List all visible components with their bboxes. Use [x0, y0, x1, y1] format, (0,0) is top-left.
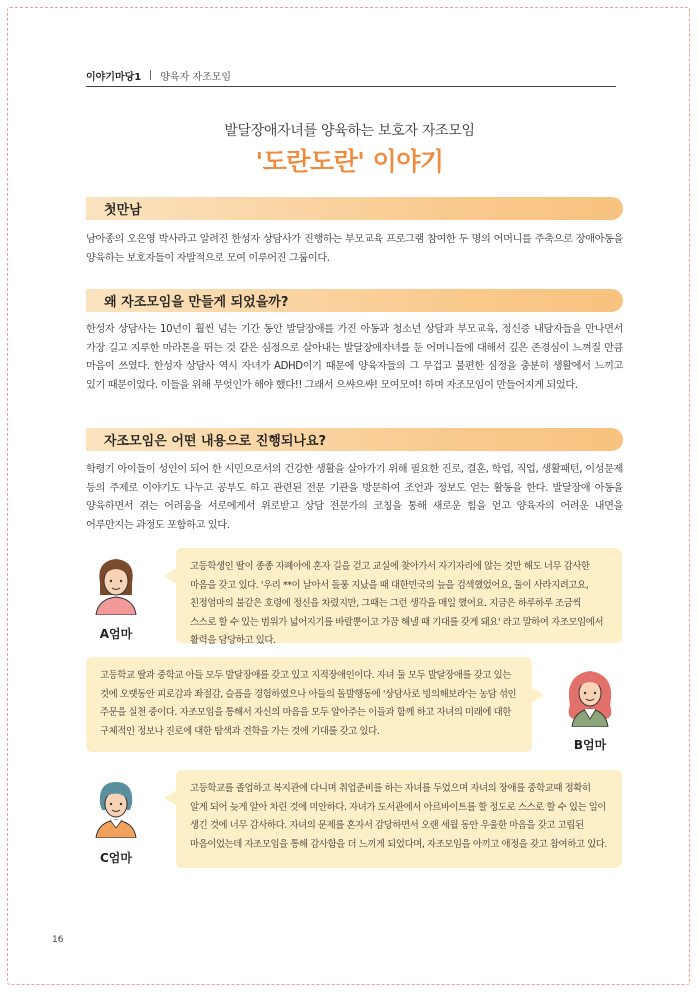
- testimonial-b-bubble: [86, 657, 532, 752]
- running-header: [86, 67, 616, 87]
- testimonial-a-text: 고등학생인 딸이 종종 자폐아에 혼자 길을 걷고 교실에 찾아가서 자기자리에 앉는 것만 해도 너무 감사한 마음을 갖고 있다. '우리 **이 날아서 돌풍 지났을 때 대한민국의 늪을 검색했었어요, 둘이 사라지려고요, 친정엄마의 불같은 호령에 정신을 차렸지만, 그때는 그런 생각을 매일 했어요. 지금은 하루하루 조금씩 스스로 할 수 있는 범위가 넓어지기를 바랄뿐이고 가끔 해낼 때 기대를 갖게 돼요' 라고 말하여 자조모임에서 활력을 담당하고 있다.: [190, 561, 604, 647]
- bubble-tail: [164, 568, 177, 584]
- mother-b-avatar-icon: [560, 665, 620, 727]
- header-subsection: 양육자 자조모임: [160, 71, 232, 83]
- testimonial-c-text: 고등학교를 졸업하고 복지관에 다니며 취업준비를 하는 자녀를 두었으며 자녀의 장애를 중학교때 정확히 알게 되어 늦게 알아 차린 것에 미안하다. 자녀가 도서관에서 아르바이트를 할 정도로 스스로 할 수 있는 일이 생긴 것에 너무 감사하다. 자녀의 문제를 혼자서 감당하면서 오랜 세월 동안 우울한 마음을 갖고 고립된 마음이었는데 자조모임을 통해 감사함을 더 느끼게 되었다며, 자조모임을 아끼고 애정을 갖고 참여하고 있다.: [190, 783, 607, 850]
- section-heading-text: 왜 자조모임을 만들게 되었을까?: [104, 295, 289, 310]
- section-body-why: 한성자 상담사는 10년이 훨씬 넘는 기간 동안 발달장애를 가진 아동과 청소년 상담과 부모교육, 정신증 내담자들을 만나면서 가장 길고 지루한 마라톤을 뛰는 것 같은 심정으로 살아내는 발달장애자녀를 둔 어머니들에 대해서 깊은 존경심이 느껴질 만큼 마음이 쓰였다. 한성자 상담사 역시 자녀가 ADHD이기 때문에 양육자들의 그 무겁고 불편한 심정을 충분히 생활에서 느끼고 있기 때문이었다. 이들을 위해 무엇인가 해야 했다!! 그래서 으쌰으쌰! 모여모여! 하며 자조모임이 만들어지게 되었다.: [86, 324, 623, 391]
- bubble-tail: [531, 687, 544, 703]
- section-heading-text: 첫만남: [104, 203, 142, 218]
- header-section: 이야기마당1: [86, 71, 142, 83]
- mother-c-label: C엄마: [100, 851, 132, 865]
- mother-c-avatar-icon: [86, 776, 146, 838]
- page-number: 16: [52, 935, 64, 945]
- testimonial-b-text: 고등학교 딸과 중학교 아들 모두 발달장애를 갖고 있고 지적장애인이다. 자녀 둘 모두 발달장애를 갖고 있는 것에 오랫동안 피로감과 좌절감, 슬픔을 경험하였으나 아들의 돌발행동에 '상담사로 빙의해보라'는 농담 섞인 주문을 실천 중이다. 자조모임을 통해서 자신의 마음을 모두 알아주는 이들과 함께 하고 자녀의 미래에 대한 구체적인 정보나 진로에 대한 탐색과 견학을 가는 것에 기대를 갖고 있다.: [100, 670, 517, 737]
- header-divider: [150, 70, 151, 80]
- mother-a-label: A엄마: [99, 627, 133, 641]
- page-subtitle: 발달장애자녀를 양육하는 보호자 자조모임: [224, 123, 475, 139]
- testimonial-c-bubble: [176, 770, 622, 868]
- section-heading-text: 자조모임은 어떤 내용으로 진행되나요?: [104, 434, 327, 449]
- section-body-first-meeting: 남아종의 오은영 박사라고 알려진 한성자 상담사가 진행하는 부모교육 프로그램 참여한 두 명의 어머니를 주축으로 장애아동을 양육하는 보호자들이 자발적으로 모여 이루어진 그룹이다.: [86, 234, 623, 264]
- section-body-content: 학령기 아이들이 성인이 되어 한 시민으로서의 건강한 생활을 살아가기 위해 필요한 진로, 결혼, 학업, 직업, 생활패턴, 이성문제 등의 주제로 이야기도 나누고 공부도 하고 관련된 전문 기관을 방문하여 조언과 정보도 얻는 활동을 한다. 발달장애 아동을 양육하면서 겪는 어려움을 서로에게서 위로받고 상담 전문가의 코칭을 통해 새로운 힘을 얻고 양육자의 어려운 내면을 어루만지는 과정도 포함하고 있다.: [86, 464, 623, 531]
- section-heading-first-meeting: [86, 197, 623, 220]
- testimonial-a-bubble: [176, 548, 622, 647]
- mother-a-avatar-icon: [86, 553, 146, 615]
- page-title: '도란도란' 이야기: [255, 147, 444, 176]
- mother-b-label: B엄마: [573, 738, 607, 752]
- bubble-tail: [164, 790, 177, 806]
- section-heading-why: [86, 289, 623, 312]
- section-heading-content: [86, 428, 623, 451]
